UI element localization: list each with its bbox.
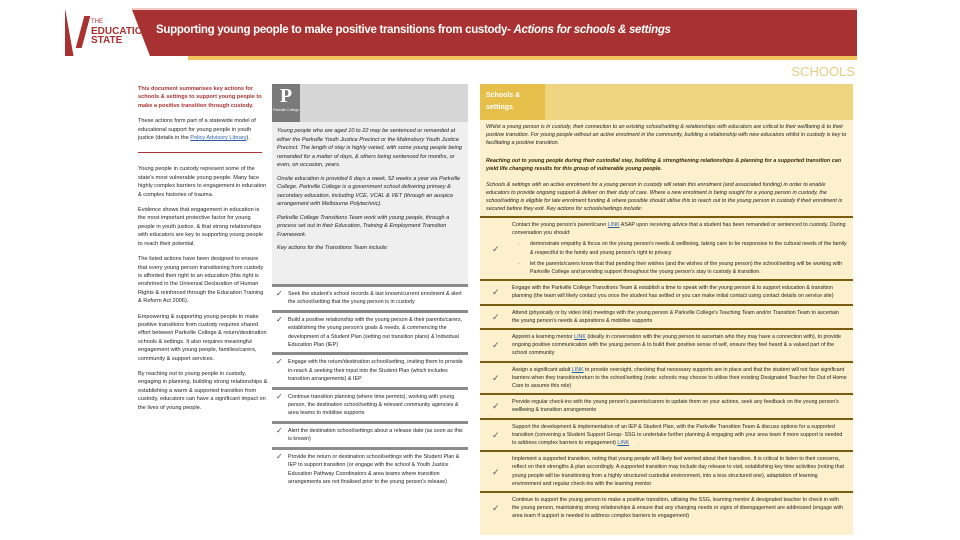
left-paragraph	[138, 117, 268, 142]
info-link[interactable]: LINK	[571, 366, 584, 373]
check-icon: ✓	[492, 287, 500, 298]
check-icon: ✓	[276, 357, 283, 367]
action-text: Build a positive relationship with the young person & their parents/carers, establishing the young person's goals & needs, & commencing the development of a Student Plan (setting out transition plans) & Individual Education Plan (IEP)	[288, 316, 463, 349]
action-bullet: · let the parents/carers know that that pending their wishes (and the wishes of the young person) the school/setting will be working with Parkville College and providing support throughout the young person's stay in custody & transition.	[512, 260, 847, 276]
p1-end: ).	[246, 135, 250, 142]
check-icon: ✓	[492, 311, 500, 322]
info-link[interactable]: LINK	[617, 440, 630, 447]
action-text-after: (ideally in conversation with the young person to ascertain who they may have a connection with), to provide ongoing positive communication with the young person & to build their positive sense of self, ensure they feel heard & a valued part of the school community	[512, 334, 841, 357]
schools-column	[480, 84, 853, 535]
action-text: Engage with the return/destination school/setting, inviting them to provide in-reach & seeking their input into the Student Plan (which includes transition arrangements) & IEP	[288, 359, 463, 383]
school-action-item	[480, 304, 853, 328]
school-action-item	[480, 450, 853, 491]
header-accent-strip	[188, 56, 857, 60]
schools-intro: Whilst a young person is in custody, their connection to an existing school/setting & relationships with educators are critical to their wellbeing & to their positive transition. For young people without an active enrolment in the community, building a relationship with new educators whilst in custody is key to facilitating a positive transition.	[486, 124, 847, 146]
parkville-logo	[272, 84, 300, 122]
school-action-item	[480, 491, 853, 524]
check-icon: ✓	[492, 401, 500, 412]
page-title	[156, 24, 671, 36]
school-action-item	[480, 216, 853, 279]
left-paragraph: The listed actions have been designed to ensure that every young person transitioning from custody is afforded their right to an education (this right is enshrined in the Universal Declaration of Human Rights & reinforced through the Education Training & Reform Act 2006).	[138, 256, 264, 305]
action-text: Continue to support the young person to make a positive transition, utilising the SSG, learning mentor & designated teacher to check in with the young person, maintaining strong relationships & ensure that any changing needs or signs of disengagement are addressed (engage with area team if support is needed to address complex barriers to engagement)	[512, 497, 843, 520]
schools-header	[480, 84, 853, 120]
action-text: Seek the student's school records & last known/current enrolment & alert the school/setting that the young person is in custody	[288, 291, 462, 306]
check-icon: ✓	[276, 425, 283, 435]
left-paragraph: Young people in custody represent some of the state's most vulnerable young people. Many face highly complex barriers to engagement in education & complex histories of trauma.	[138, 166, 267, 198]
education-state-logo	[91, 18, 150, 45]
transitions-action-item	[272, 352, 468, 386]
logo-letter: P	[279, 85, 293, 107]
section-label: SCHOOLS	[791, 64, 855, 79]
action-text: Assign a significant adult	[512, 366, 572, 373]
action-content	[512, 333, 847, 358]
parkville-header	[272, 84, 468, 122]
transitions-action-item	[272, 310, 468, 353]
action-content	[512, 496, 847, 521]
mid-paragraph: Young people who are aged 10 to 22 may be sentenced or remanded at either the Parkville Youth Justice Precinct or the Malmsbury Youth Justice Precinct. The length of stay is highly varied, with some young people being remanded for a matter of days, & others being sentenced for months, or even, on occasion, years.	[277, 128, 463, 168]
logo-subtitle: Parkville College	[272, 108, 300, 112]
logo-line: STATE	[91, 35, 123, 46]
title-main: Supporting young people to make positive transitions from custody-	[156, 24, 514, 36]
action-text: Provide the return or destination school/settings with the Student Plan & IEP to support transition (or engage with the school & Youth Justice Education Pathway Coordinators & area teams where transition arrangements are not finalised prior to the young person's release)	[288, 453, 460, 485]
action-text: Support the development & implementation of an IEP & Student Plan, with the Parkville Transition Team & discuss options for a supported transition (convening a Student Support Group- SSG to undertake further planning & engaging with your area team if more support is needed to address complex barriers to engagement)	[512, 423, 843, 447]
action-text: Engage with the Parkville College Transitions Team & establish a time to speak with the young person & to support education & transition planning (the team will likely contact you once the student has settled or you can make initial contact using contact details on service site)	[512, 285, 834, 300]
transitions-action-item	[272, 387, 468, 421]
transitions-action-item	[272, 421, 468, 447]
check-icon: ✓	[492, 243, 500, 254]
left-paragraph: Empowering & supporting young people to make positive transitions from custody requires shared effort between Parkville College & return/destination schools & settings. It also requires meaningful engagement with young people, families/carers, community & support services.	[138, 313, 267, 362]
action-text: Continue transition planning (where time permits), working with young person, the destination school/setting & relevant community agencies & area teams to mobilise supports	[288, 393, 459, 417]
transitions-action-item	[272, 447, 468, 490]
school-action-item	[480, 393, 853, 417]
left-column	[138, 85, 268, 419]
p1-text: These actions form part of a statewide model of educational support for young people in youth justice (details in the	[138, 118, 256, 142]
check-icon: ✓	[276, 314, 283, 324]
action-content	[512, 284, 847, 300]
logo-line: THE	[91, 19, 103, 25]
left-paragraph: By reaching out to young people in custody, engaging in planning, building strong relationships & establishing a warm & supported transition from custody, educators can have a significant impact on the lives of young people.	[138, 370, 268, 411]
info-link[interactable]: LINK	[607, 222, 620, 228]
check-icon: ✓	[276, 391, 283, 401]
transitions-action-item	[272, 284, 468, 310]
action-content	[512, 398, 847, 414]
check-icon: ✓	[492, 372, 500, 383]
info-link[interactable]: LINK	[574, 334, 586, 341]
schools-bold-statement: Reaching out to young people during their custodial stay, building & strengthening relationships & planning for a supported transition can yield life changing results for this group of vulnerable young people.	[486, 158, 841, 172]
action-text: Attend (physically or by video link) meetings with the young person & Parkville College's Teaching Team and/or Transition Team to ascertain the young person's needs & aspirations & mobilise supports	[512, 309, 839, 324]
school-action-item	[480, 328, 853, 361]
action-text: Alert the destination school/settings about a release date (as soon as this is known)	[288, 427, 463, 443]
check-icon: ✓	[492, 340, 500, 351]
parkville-column	[272, 84, 468, 489]
check-icon: ✓	[276, 289, 283, 298]
parkville-description	[272, 122, 468, 284]
action-content	[512, 366, 847, 391]
left-paragraph: Evidence shows that engagement in education is the most important protective factor for young people in youth justice, & that strong relationships with educators are key to supporting young people to reach their potential.	[138, 207, 264, 247]
school-action-item	[480, 279, 853, 303]
mid-paragraph: Onsite education is provided 6 days a week, 52 weeks a year via Parkville College. Parkville College is a government school delivering primary & secondary education, including VCE, VCAL & VET (through an auspice arrangement with Melbourne Polytechnic).	[277, 175, 461, 207]
action-text: Appoint a learning mentor	[512, 334, 575, 341]
intro-text: This document summarises key actions for schools & settings to support young people to make a positive transition through custody.	[138, 86, 262, 109]
check-icon: ✓	[276, 451, 283, 461]
action-text-after: to provide oversight, checking that necessary supports are in place and that the student will not face significant barriers when they transition/return to the school/setting (note: schools may choose to utilise their existing Designated Teacher for Out of Home Care to assume this role)	[512, 366, 847, 390]
action-text-after: ASAP upon receiving advice that a student has been remanded or sentenced to custody. During conversation you should:	[512, 222, 846, 237]
action-content	[512, 455, 847, 488]
action-content	[512, 221, 847, 276]
mid-paragraph: Key actions for the Transitions Team include:	[277, 245, 388, 251]
school-action-item	[480, 418, 853, 451]
check-icon: ✓	[492, 503, 500, 514]
action-bullet: · demonstrate empathy & focus on the young person's needs & wellbeing, taking care to be responsive to the cultural needs of the family & respectful to the family and young person's right to privacy	[512, 240, 847, 256]
title-italic: Actions for schools & settings	[513, 24, 671, 36]
check-icon: ✓	[492, 429, 500, 440]
divider	[138, 152, 262, 153]
action-content	[512, 309, 847, 325]
action-content	[512, 423, 847, 448]
policy-library-link[interactable]: Policy Advisory Library	[190, 135, 247, 142]
schools-paragraph: Schools & settings with an active enrolment for a young person in custody will retain this enrolment (and associated funding) in order to enable educators to provide ongoing support & deliver on their duty of care. Where a new enrolment is being sought for a young person in custody, the school/setting is eligible for late enrolment funding & where possible should utilise this to reach out to the young person in custody if their enrolment is secured before they exit. Key actions for schools/settings include:	[486, 182, 843, 212]
schools-header-label: Schools & settings	[480, 84, 545, 120]
check-icon: ✓	[492, 466, 500, 477]
action-text: Provide regular check-ins with the young person's parents/carers to update them on your actions, seek any feedback on the young person's wellbeing & transition arrangements	[512, 399, 839, 414]
mid-paragraph: Parkville College Transitions Team work with young people, through a process set out in their Education, Training & Employment Transition Framework.	[277, 214, 450, 238]
school-action-item	[480, 361, 853, 394]
action-text: Implement a supported transition, noting that young people will likely feel worried about their transition. It is critical to listen to their concerns, reflect on their strengths & plan accordingly. A supported transition may include day release to visit, establishing key time activities (noting that young people will be transitioning from a highly structured custodial environment, into a less structured one), adaptation of learning environment and regular check-ins with the learning mentor	[512, 456, 845, 487]
logo-line: EDUCATION	[91, 26, 150, 37]
action-text: Contact the young person's parent/carer	[512, 222, 608, 228]
